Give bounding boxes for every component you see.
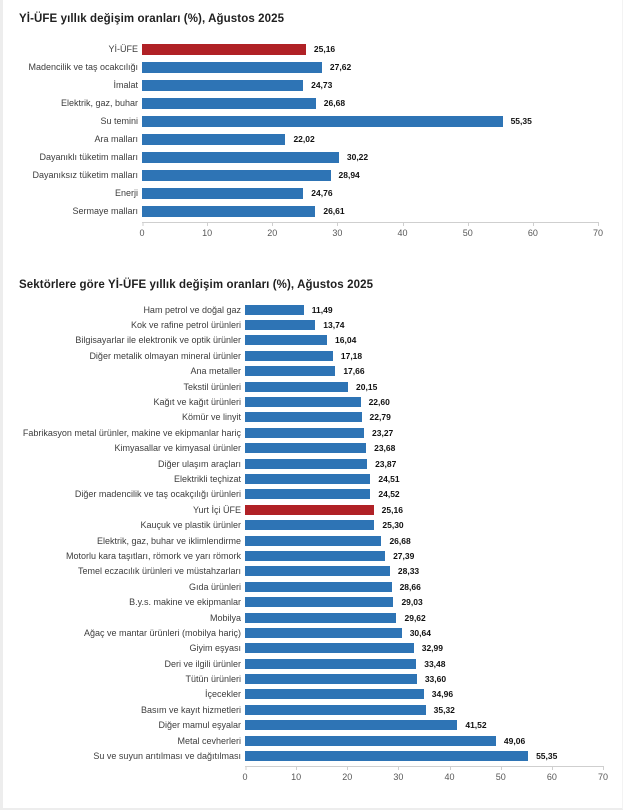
value-label: 27,39: [393, 550, 415, 561]
bar[interactable]: [245, 412, 362, 422]
bar-track: [245, 613, 603, 623]
value-label: 26,68: [389, 535, 411, 546]
category-label: Diğer mamul eşyalar: [158, 720, 241, 731]
value-label: 11,49: [311, 304, 333, 315]
chart-title: Yİ-ÜFE yıllık değişim oranları (%), Ağustos 2025: [19, 13, 285, 25]
bar-row: [13, 718, 603, 733]
bar-track: [245, 505, 603, 515]
category-label: Temel eczacılık ürünleri ve müstahzarları: [77, 566, 241, 577]
value-label: 23,27: [372, 427, 394, 438]
x-axis: [139, 222, 604, 243]
bar[interactable]: [142, 116, 503, 127]
bar-row: [13, 564, 603, 579]
category-label: Enerji: [114, 188, 138, 198]
bar-row: [13, 625, 603, 640]
category-label: Kömür ve linyit: [181, 412, 241, 423]
bar-row: [13, 333, 603, 348]
value-label: 22,02: [293, 134, 315, 144]
x-axis: [242, 766, 609, 787]
bar-track: [245, 428, 603, 438]
category-label: Ham petrol ve doğal gaz: [143, 304, 241, 315]
bar-row: [13, 579, 603, 594]
axis-spacer: [13, 764, 248, 787]
bar[interactable]: [245, 520, 374, 530]
x-tick-label: 70: [592, 228, 604, 238]
bar-track: [245, 674, 603, 684]
category-label: Gıda ürünleri: [188, 581, 241, 592]
bar-track: [142, 206, 598, 217]
bar-row: [13, 748, 603, 763]
value-label: 29,62: [404, 612, 426, 623]
category-label: Kok ve rafine petrol ürünleri: [130, 320, 241, 331]
bar-track: [245, 751, 603, 761]
bar-track: [245, 474, 603, 484]
bar-track: [142, 152, 598, 163]
bar-row: [13, 348, 603, 363]
bar-row: [13, 148, 598, 166]
x-tick-label: 30: [332, 228, 343, 238]
bar-row: [13, 456, 603, 471]
chart-title: Sektörlere göre Yİ-ÜFE yıllık değişim oranları (%), Ağustos 2025: [19, 279, 374, 291]
value-label: 27,62: [329, 62, 352, 72]
bar-track: [245, 382, 603, 392]
x-tick-label: 0: [242, 771, 248, 782]
bar[interactable]: [142, 134, 285, 145]
chart-yi-ufe-main-aggregates: [3, 0, 622, 243]
bar-track: [245, 366, 603, 376]
bar-row: [13, 687, 603, 702]
value-label: 28,33: [397, 566, 420, 577]
bar[interactable]: [245, 536, 381, 546]
x-tick-label: 0: [139, 228, 145, 238]
bar[interactable]: [245, 443, 366, 453]
value-label: 23,68: [374, 443, 396, 454]
bar-row: [13, 471, 603, 486]
x-tick-label: 60: [546, 771, 557, 782]
bar-row: [13, 641, 603, 656]
category-label: Motorlu kara taşıtları, römork ve yarı römork: [65, 550, 241, 561]
category-label: Sermaye malları: [72, 206, 138, 216]
category-label: Ağaç ve mantar ürünleri (mobilya hariç): [83, 627, 241, 638]
bar-track: [142, 134, 598, 145]
bar[interactable]: [245, 628, 402, 638]
bar[interactable]: [245, 366, 335, 376]
bar-track: [245, 720, 603, 730]
bar[interactable]: [245, 720, 457, 730]
value-label: 23,87: [375, 458, 397, 469]
bar-row: [13, 733, 603, 748]
category-label: Elektrik, gaz, buhar ve iklimlendirme: [96, 535, 241, 546]
bar[interactable]: [245, 320, 315, 330]
bar[interactable]: [245, 382, 348, 392]
category-label: Kauçuk ve plastik ürünler: [140, 520, 241, 531]
bar-row: [13, 317, 603, 332]
bar-row: [13, 58, 598, 76]
bar-row: [13, 502, 603, 517]
bar[interactable]: [142, 98, 316, 109]
value-label: 33,48: [424, 658, 446, 669]
bar[interactable]: [245, 551, 385, 561]
bar[interactable]: [142, 170, 331, 181]
category-label: Ana metaller: [190, 366, 241, 377]
bar-row: [13, 594, 603, 609]
category-label: Tekstil ürünleri: [183, 381, 241, 392]
bar[interactable]: [245, 674, 417, 684]
bar[interactable]: [245, 305, 304, 315]
value-label: 24,51: [378, 473, 400, 484]
bar-row: [13, 130, 598, 148]
value-label: 32,99: [421, 643, 443, 654]
value-label: 41,52: [465, 720, 487, 731]
x-tick-label: 40: [397, 228, 408, 238]
bar-row: [13, 410, 603, 425]
bar-row: [13, 441, 603, 456]
value-label: 55,35: [536, 751, 558, 762]
bar-row: [13, 94, 598, 112]
bar[interactable]: [245, 566, 390, 576]
value-label: 33,60: [424, 674, 447, 685]
bar-row: [13, 610, 603, 625]
bar-row: [13, 40, 598, 58]
category-label: Metal cevherleri: [177, 735, 241, 746]
bar-row: [13, 487, 603, 502]
bar-track: [142, 188, 598, 199]
bar[interactable]: [142, 62, 322, 73]
bar[interactable]: [142, 44, 306, 55]
bar-row: [13, 184, 598, 202]
value-label: 25,16: [381, 504, 403, 515]
value-label: 28,66: [399, 581, 421, 592]
bar-track: [245, 628, 603, 638]
bar[interactable]: [245, 597, 393, 607]
bar[interactable]: [245, 751, 528, 761]
value-label: 20,15: [356, 381, 378, 392]
category-label: Tütün ürünleri: [185, 674, 241, 685]
x-tick-label: 40: [444, 771, 455, 782]
bar-rows: [13, 302, 603, 764]
bar-row: [13, 517, 603, 532]
bar[interactable]: [142, 206, 315, 217]
bar-track: [245, 597, 603, 607]
value-label: 24,76: [311, 188, 333, 198]
bar[interactable]: [245, 659, 416, 669]
category-label: Yİ-ÜFE: [108, 44, 138, 54]
bar-track: [245, 305, 603, 315]
value-label: 29,03: [401, 597, 423, 608]
x-tick-label: 70: [597, 771, 609, 782]
bar-track: [142, 170, 598, 181]
bar[interactable]: [245, 459, 367, 469]
bar-track: [245, 582, 603, 592]
bar-track: [142, 98, 598, 109]
bar-rows: [13, 40, 598, 220]
bar[interactable]: [142, 188, 303, 199]
x-tick-label: 10: [291, 771, 302, 782]
value-label: 22,79: [369, 412, 391, 423]
bar-track: [245, 643, 603, 653]
bar-row: [13, 702, 603, 717]
bar-track: [245, 351, 603, 361]
bar-row: [13, 76, 598, 94]
category-label: Su temini: [100, 116, 138, 126]
bar-track: [245, 659, 603, 669]
bar[interactable]: [245, 428, 364, 438]
value-label: 30,64: [409, 627, 431, 638]
bar-row: [13, 425, 603, 440]
value-label: 17,18: [340, 350, 363, 361]
category-label: Giyim eşyası: [189, 643, 241, 654]
x-tick-label: 60: [527, 228, 538, 238]
value-label: 28,94: [338, 170, 360, 180]
bar[interactable]: [245, 397, 361, 407]
bar-row: [13, 166, 598, 184]
bar-row: [13, 548, 603, 563]
bar[interactable]: [245, 505, 374, 515]
bar-track: [245, 520, 603, 530]
category-label: Su ve suyun arıtılması ve dağıtılması: [93, 751, 241, 762]
bar[interactable]: [142, 80, 303, 91]
bar-row: [13, 394, 603, 409]
bar-track: [245, 705, 603, 715]
x-axis-row: [13, 764, 609, 787]
category-label: Yurt İçi ÜFE: [192, 504, 241, 515]
category-label: Ara malları: [94, 134, 138, 144]
bar-track: [245, 489, 603, 499]
value-label: 26,68: [323, 98, 346, 108]
category-label: Diğer metalik olmayan mineral ürünler: [89, 350, 241, 361]
bar[interactable]: [245, 474, 370, 484]
category-label: İçecekler: [204, 689, 241, 700]
bar-track: [245, 412, 603, 422]
bar-track: [142, 80, 598, 91]
category-label: Bilgisayarlar ile elektronik ve optik ürünler: [75, 335, 241, 346]
value-label: 24,73: [311, 80, 333, 90]
value-label: 34,96: [431, 689, 454, 700]
bar[interactable]: [245, 351, 333, 361]
bar-row: [13, 302, 603, 317]
bar[interactable]: [245, 335, 327, 345]
x-tick-label: 50: [495, 771, 506, 782]
category-label: Kağıt ve kağıt ürünleri: [153, 397, 241, 408]
axis-spacer: [13, 220, 145, 243]
bar-row: [13, 533, 603, 548]
bar[interactable]: [245, 736, 496, 746]
bar[interactable]: [245, 643, 414, 653]
value-label: 55,35: [510, 116, 532, 126]
x-tick-label: 20: [267, 228, 278, 238]
category-label: Dayanıksız tüketim malları: [32, 170, 138, 180]
bar[interactable]: [245, 613, 396, 623]
bar-track: [245, 736, 603, 746]
category-label: Fabrikasyon metal ürünler, makine ve ekipmanlar hariç: [22, 427, 241, 438]
bar-track: [142, 116, 598, 127]
bar-track: [245, 320, 603, 330]
x-tick-label: 20: [342, 771, 353, 782]
category-label: Diğer ulaşım araçları: [157, 458, 241, 469]
bar-track: [245, 443, 603, 453]
value-label: 17,66: [343, 366, 365, 377]
value-label: 49,06: [503, 735, 526, 746]
value-label: 22,60: [368, 397, 390, 408]
bar-track: [245, 566, 603, 576]
category-label: Kimyasallar ve kimyasal ürünler: [114, 443, 241, 454]
bar-track: [245, 689, 603, 699]
value-label: 26,61: [323, 206, 345, 216]
category-label: B.y.s. makine ve ekipmanlar: [129, 597, 241, 608]
category-label: Basım ve kayıt hizmetleri: [140, 704, 241, 715]
x-tick-label: 10: [202, 228, 213, 238]
value-label: 25,30: [382, 520, 404, 531]
x-tick-label: 30: [393, 771, 404, 782]
value-label: 24,52: [378, 489, 400, 500]
value-label: 16,04: [335, 335, 357, 346]
category-label: Diğer madencilik ve taş ocakçılığı ürünleri: [74, 489, 241, 500]
bar-row: [13, 112, 598, 130]
category-label: İmalat: [113, 80, 138, 90]
bar[interactable]: [142, 152, 339, 163]
bar-row: [13, 671, 603, 686]
bar-track: [142, 44, 598, 55]
bar[interactable]: [245, 489, 370, 499]
value-label: 25,16: [313, 44, 336, 54]
yi-ufe-report-page: [3, 0, 622, 808]
bar-track: [245, 551, 603, 561]
bar-track: [245, 536, 603, 546]
bar-track: [245, 459, 603, 469]
category-label: Dayanıklı tüketim malları: [39, 152, 138, 162]
x-axis-row: [13, 220, 604, 243]
bar-row: [13, 202, 598, 220]
value-label: 13,74: [323, 320, 345, 331]
bar[interactable]: [245, 582, 392, 592]
bar[interactable]: [245, 689, 424, 699]
bar-track: [245, 397, 603, 407]
value-label: 35,32: [433, 704, 455, 715]
chart-yi-ufe-by-sector: [3, 279, 622, 787]
bar-track: [245, 335, 603, 345]
category-label: Elektrikli teçhizat: [173, 473, 241, 484]
bar-row: [13, 379, 603, 394]
value-label: 30,22: [346, 152, 369, 162]
category-label: Elektrik, gaz, buhar: [60, 98, 138, 108]
category-label: Deri ve ilgili ürünler: [164, 658, 241, 669]
category-label: Mobilya: [209, 612, 241, 623]
bar-row: [13, 656, 603, 671]
category-label: Madencilik ve taş ocakcılığı: [28, 62, 138, 72]
bar-track: [142, 62, 598, 73]
bar[interactable]: [245, 705, 426, 715]
x-tick-label: 50: [462, 228, 473, 238]
bar-row: [13, 364, 603, 379]
